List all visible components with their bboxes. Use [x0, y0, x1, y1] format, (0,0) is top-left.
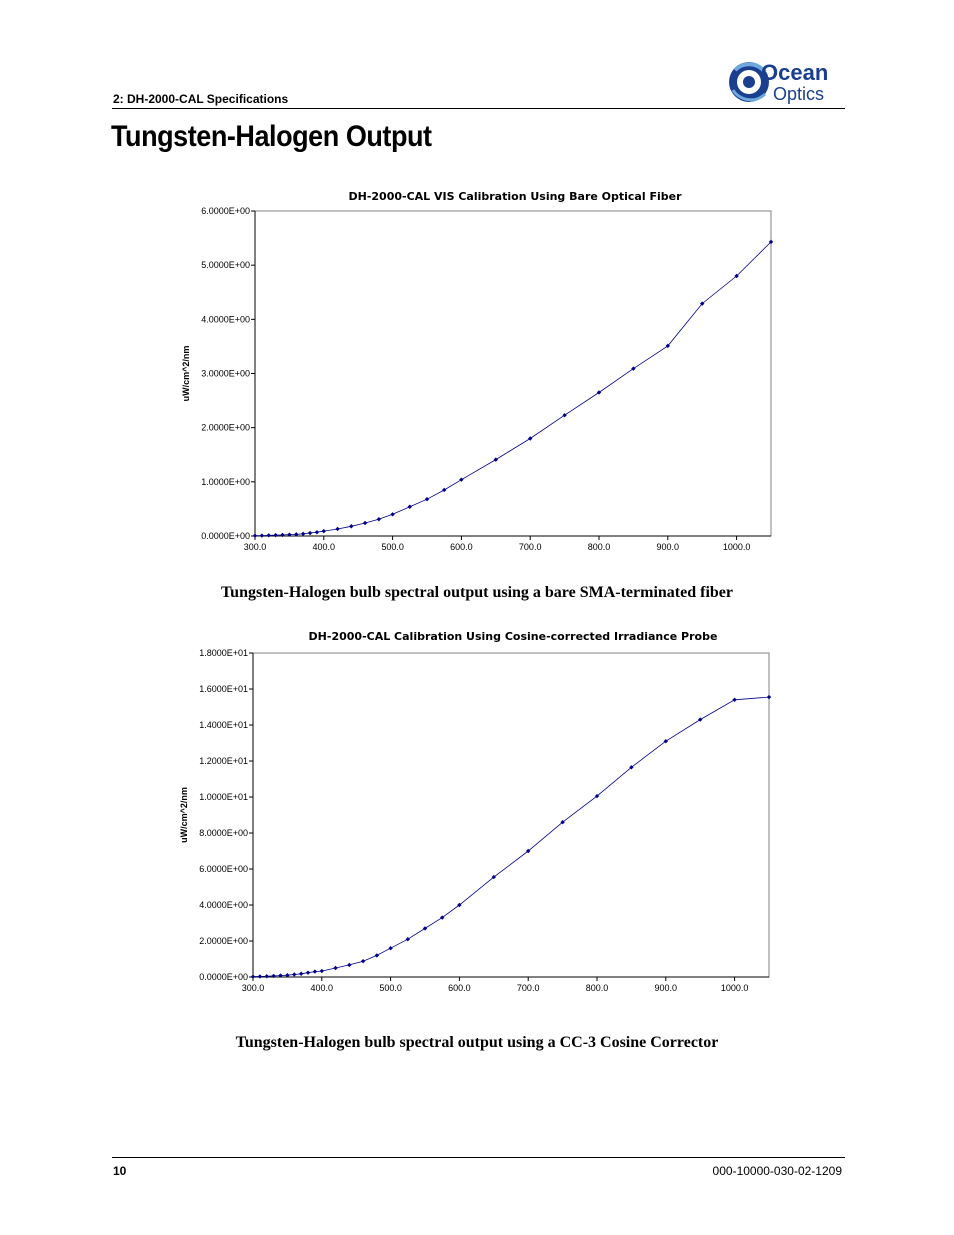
y-tick-label: 5.0000E+00	[201, 260, 250, 271]
y-tick-label: 0.0000E+00	[199, 972, 248, 982]
y-tick-label: 1.4000E+01	[199, 720, 248, 730]
y-tick-label: 1.2000E+01	[199, 756, 248, 766]
data-point	[292, 972, 296, 976]
data-point	[375, 953, 379, 957]
series-line	[253, 697, 769, 977]
chart-title: DH-2000-CAL Calibration Using Cosine-corrected Irradiance Probe	[308, 630, 718, 643]
data-point	[320, 969, 324, 973]
x-tick-label: 700.0	[516, 983, 540, 993]
x-tick-label: 300.0	[243, 542, 267, 552]
section-label: 2: DH-2000-CAL Specifications	[113, 92, 289, 106]
y-tick-label: 1.0000E+01	[199, 792, 248, 802]
x-tick-label: 500.0	[379, 983, 402, 993]
page-title: Tungsten-Halogen Output	[111, 120, 432, 153]
document-number: 000-10000-030-02-1209	[712, 1164, 842, 1178]
caption-cosine-corrector: Tungsten-Halogen bulb spectral output using a CC-3 Cosine Corrector	[235, 1034, 719, 1051]
y-axis-label: uW/cm^2/nm	[179, 787, 189, 843]
x-tick-label: 400.0	[310, 983, 334, 993]
x-tick-label: 400.0	[312, 542, 336, 552]
data-point	[698, 717, 702, 721]
logo-word-ocean: Ocean	[761, 60, 829, 85]
x-tick-label: 500.0	[381, 542, 404, 552]
x-tick-label: 800.0	[585, 983, 609, 993]
data-point	[406, 937, 410, 941]
y-tick-label: 4.0000E+00	[199, 900, 248, 910]
y-tick-label: 1.6000E+01	[199, 684, 248, 694]
y-tick-label: 1.8000E+01	[199, 648, 248, 658]
data-point	[251, 974, 255, 978]
data-point	[423, 926, 427, 930]
x-tick-label: 800.0	[587, 542, 611, 552]
y-tick-label: 4.0000E+00	[201, 314, 250, 325]
data-point	[299, 972, 303, 976]
x-tick-label: 300.0	[241, 983, 265, 993]
data-point	[388, 946, 392, 950]
data-point	[258, 974, 262, 978]
y-tick-label: 6.0000E+00	[199, 864, 248, 874]
data-point	[361, 959, 365, 963]
x-tick-label: 700.0	[518, 542, 542, 552]
data-point	[313, 969, 317, 973]
x-tick-label: 1000.0	[722, 542, 751, 552]
y-tick-label: 6.0000E+00	[201, 206, 250, 216]
y-tick-label: 8.0000E+00	[199, 828, 248, 838]
data-point	[347, 963, 351, 967]
plot-area	[253, 653, 769, 977]
x-tick-label: 600.0	[448, 983, 471, 993]
chart-title: DH-2000-CAL VIS Calibration Using Bare Optical Fiber	[348, 190, 682, 203]
data-point	[306, 970, 310, 974]
y-tick-label: 3.0000E+00	[201, 368, 250, 379]
data-point	[265, 974, 269, 978]
x-tick-label: 900.0	[654, 983, 678, 993]
data-point	[333, 966, 337, 970]
data-point	[767, 695, 771, 699]
y-tick-label: 0.0000E+00	[201, 531, 250, 541]
x-tick-label: 900.0	[656, 542, 680, 552]
x-tick-label: 1000.0	[720, 983, 749, 993]
footer-divider	[112, 1157, 845, 1158]
y-tick-label: 2.0000E+00	[199, 936, 248, 946]
y-axis-label: uW/cm^2/nm	[181, 345, 191, 402]
caption-bare-fiber: Tungsten-Halogen bulb spectral output using a bare SMA-terminated fiber	[220, 584, 734, 601]
logo-word-optics: Optics	[773, 84, 825, 104]
page-number: 10	[113, 1164, 127, 1178]
y-tick-label: 2.0000E+00	[201, 422, 250, 433]
x-tick-label: 600.0	[450, 542, 473, 552]
data-point	[732, 698, 736, 702]
y-tick-label: 1.0000E+00	[201, 476, 250, 487]
